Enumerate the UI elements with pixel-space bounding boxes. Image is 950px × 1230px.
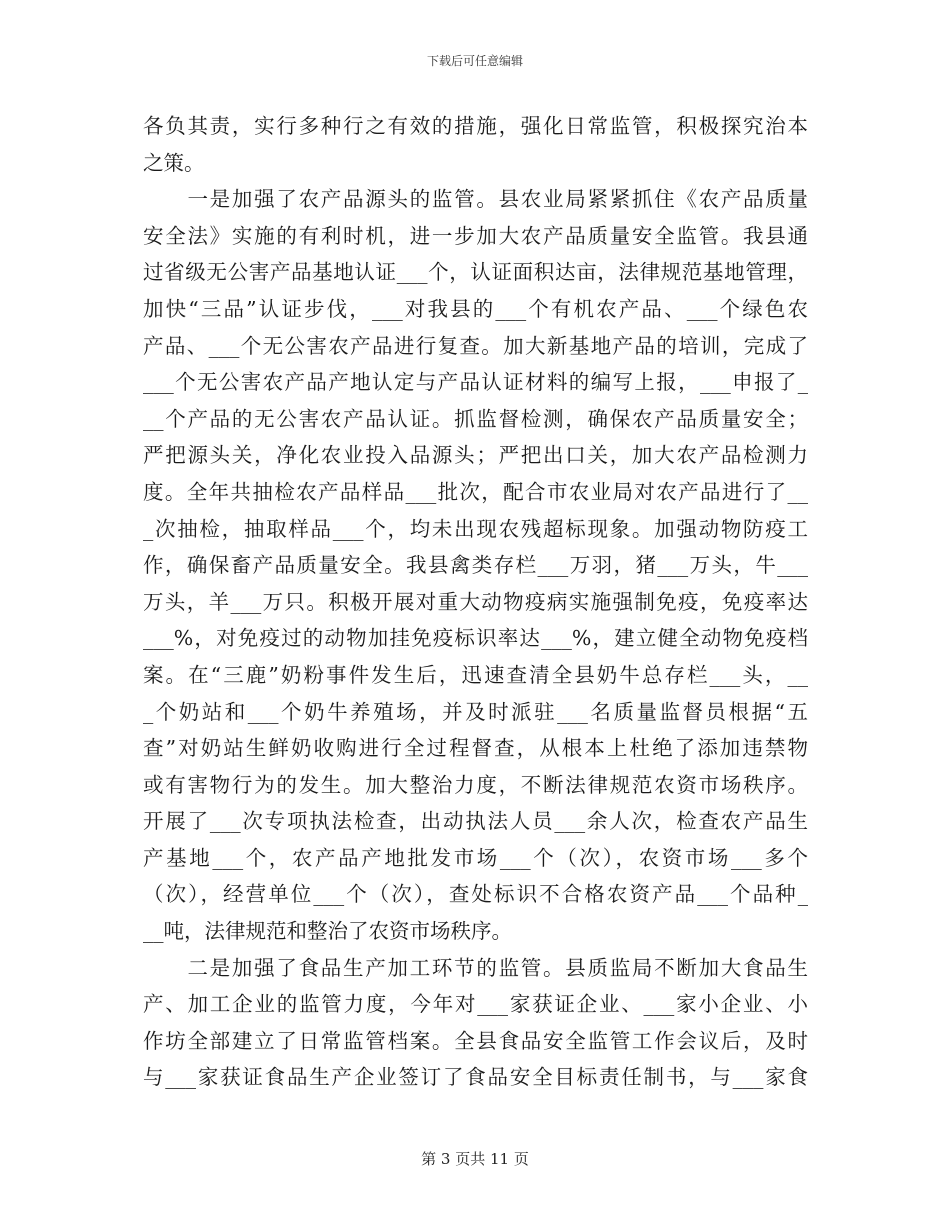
text-line: 二是加强了食品生产加工环节的监管。县质监局不断加大食品生 [143, 955, 808, 980]
text-line: 作坊全部建立了日常监管档案。全县食品安全监管工作会议后，及时 [143, 1028, 808, 1053]
text-line: ___%，对免疫过的动物加挂免疫标识率达___%，建立健全动物免疫档 [143, 626, 808, 651]
text-line: 加快“三品”认证步伐，___对我县的___个有机农产品、___个绿色农 [143, 296, 808, 321]
text-line: 各负其责，实行多种行之有效的措施，强化日常监管，积极探究治本 [143, 114, 808, 138]
text-line: _个奶站和___个奶牛养殖场，并及时派驻___名质量监督员根据“五 [143, 699, 808, 724]
text-line: __吨，法律规范和整治了农资市场秩序。 [143, 919, 512, 944]
text-line: 与___家获证食品生产企业签订了食品安全目标责任制书，与___家食 [143, 1065, 808, 1090]
text-line: 万头，羊___万只。积极开展对重大动物疫病实施强制免疫，免疫率达 [143, 589, 808, 614]
text-line: 或有害物行为的发生。加大整治力度，不断法律规范农资市场秩序。 [143, 772, 808, 797]
document-body [143, 108, 808, 1096]
page-header-note: 下载后可任意编辑 [426, 54, 523, 68]
text-line: 之策。 [143, 150, 205, 175]
text-line: 过省级无公害产品基地认证___个，认证面积达亩，法律规范基地管理， [143, 260, 808, 285]
text-line: 产基地___个，农产品产地批发市场___个（次），农资市场___多个 [143, 845, 808, 870]
text-line: 度。全年共抽检农产品样品___批次，配合市农业局对农产品进行了__ [143, 479, 808, 504]
text-line: _次抽检，抽取样品___个，均未出现农残超标现象。加强动物防疫工 [143, 516, 808, 541]
text-line: 案。在“三鹿”奶粉事件发生后，迅速查清全县奶牛总存栏___头，__ [143, 662, 808, 687]
text-line: 查”对奶站生鲜奶收购进行全过程督查，从根本上杜绝了添加违禁物 [143, 736, 808, 761]
text-line: 产、加工企业的监管力度，今年对___家获证企业、___家小企业、小 [143, 992, 808, 1017]
text-line: 产品、___个无公害农产品进行复查。加大新基地产品的培训，完成了 [143, 333, 808, 358]
text-line: __个产品的无公害农产品认证。抓监督检测，确保农产品质量安全； [143, 406, 808, 431]
text-line: 开展了___次专项执法检查，出动执法人员___余人次，检查农产品生 [143, 809, 808, 834]
text-line: （次），经营单位___个（次），查处标识不合格农资产品___个品种_ [143, 882, 808, 907]
page-number: 第 3 页共 11 页 [421, 1150, 529, 1168]
text-line: 一是加强了农产品源头的监管。县农业局紧紧抓住《农产品质量 [143, 187, 808, 212]
text-line: 严把源头关，净化农业投入品源头；严把出口关，加大农产品检测力 [143, 443, 808, 468]
text-line: 作，确保畜产品质量安全。我县禽类存栏___万羽，猪___万头，牛___ [143, 553, 808, 578]
text-line: ___个无公害农产品产地认定与产品认证材料的编写上报，___申报了_ [143, 370, 808, 395]
text-line: 安全法》实施的有利时机，进一步加大农产品质量安全监管。我县通 [143, 223, 808, 248]
